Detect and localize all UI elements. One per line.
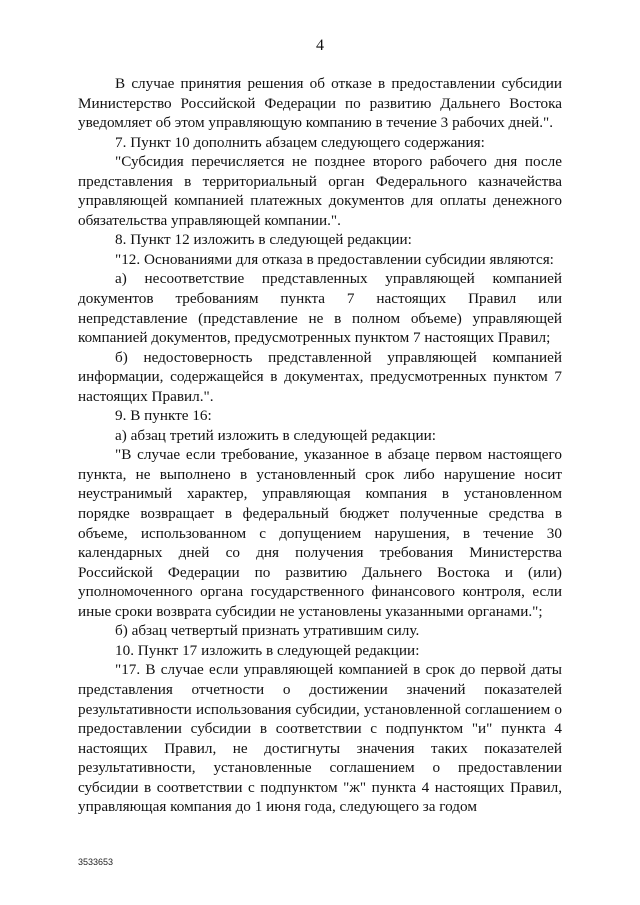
paragraph: а) несоответствие представленных управляющей компанией документов требованиям пункта 7 настоящих Правил или непредставление (представление не в полном объеме) управляющей компанией документов, предусмотренных пунктом 7 настоящих Правил; <box>78 270 562 347</box>
document-code: 3533653 <box>78 857 114 867</box>
paragraph: 10. Пункт 17 изложить в следующей редакции: <box>115 641 420 659</box>
paragraph: "Субсидия перечисляется не позднее второго рабочего дня после представления в территориальный орган Федерального казначейства управляющей компанией платежных документов для оплаты денежного обязательства управляющей компании.". <box>78 153 562 229</box>
page-number: 4 <box>316 37 324 54</box>
paragraph: 9. В пункте 16: <box>115 407 212 425</box>
paragraph: б) абзац четвертый признать утратившим силу. <box>115 622 420 640</box>
document-body <box>78 74 562 817</box>
paragraph: 7. Пункт 10 дополнить абзацем следующего содержания: <box>115 133 485 151</box>
paragraph: б) недостоверность представленной управляющей компанией информации, содержащейся в документах, предусмотренных пунктом 7 настоящих Правил.". <box>78 348 562 405</box>
paragraph: а) абзац третий изложить в следующей редакции: <box>115 426 436 444</box>
paragraph: 8. Пункт 12 изложить в следующей редакции: <box>115 231 412 249</box>
paragraph: "12. Основаниями для отказа в предоставлении субсидии являются: <box>115 250 554 268</box>
paragraph: В случае принятия решения об отказе в предоставлении субсидии Министерство Российской Федерации по развитию Дальнего Востока уведомляет об этом управляющую компанию в течение 3 рабочих дней.". <box>78 75 562 132</box>
paragraph: "17. В случае если управляющей компанией в срок до первой даты представления отчетности о достижении значений показателей результативности использования субсидии, установленной соглашением о предоставлении субсидии в соответствии с подпунктом "и" пункта 4 настоящих Правил, не достигнуты значения таких показателей результативности, установленные соглашением о предоставлении субсидии в соответствии с подпунктом "ж" пункта 4 настоящих Правил, управляющая компания до 1 июня года, следующего за годом <box>78 661 562 816</box>
paragraph: "В случае если требование, указанное в абзаце первом настоящего пункта, не выполнено в установленный срок либо нарушение носит неустранимый характер, управляющая компания в установленном порядке возвращает в федеральный бюджет полученные средства в объеме, использованном с допущением нарушения, в течение 30 календарных дней со дня получения требования Министерства Российской Федерации по развитию Дальнего Востока и (или) уполномоченного органа государственного финансового контроля, если иные сроки возврата субсидии не установлены указанными органами."; <box>78 446 562 620</box>
